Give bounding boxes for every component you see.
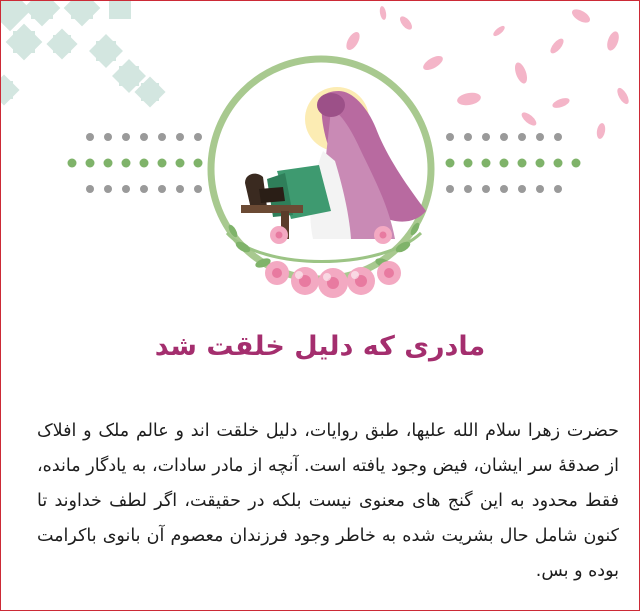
dot-row-left <box>68 133 203 193</box>
islamic-star-pattern-icon <box>1 1 166 108</box>
page-title: مادری که دلیل خلقت شد <box>154 331 486 362</box>
body-paragraph: حضرت زهرا سلام الله علیها، طبق روایات، دلیل خلقت اند و عالم ملک و افلاک از صدقهٔ سر ایشان، فیض وجود یافته است. آنچه از مادر سادات، به یادگار مانده، فقط محدود به این گنج های معنوی نیست بلکه در حقیقت، اگر لطف خداوند تا کنون شامل حال بشریت شده به خاطر وجود فرزندان معصوم آن بانوی باکرامت بوده و بس. <box>37 421 619 581</box>
dot-row-right <box>446 133 581 193</box>
header-illustration <box>1 1 639 331</box>
